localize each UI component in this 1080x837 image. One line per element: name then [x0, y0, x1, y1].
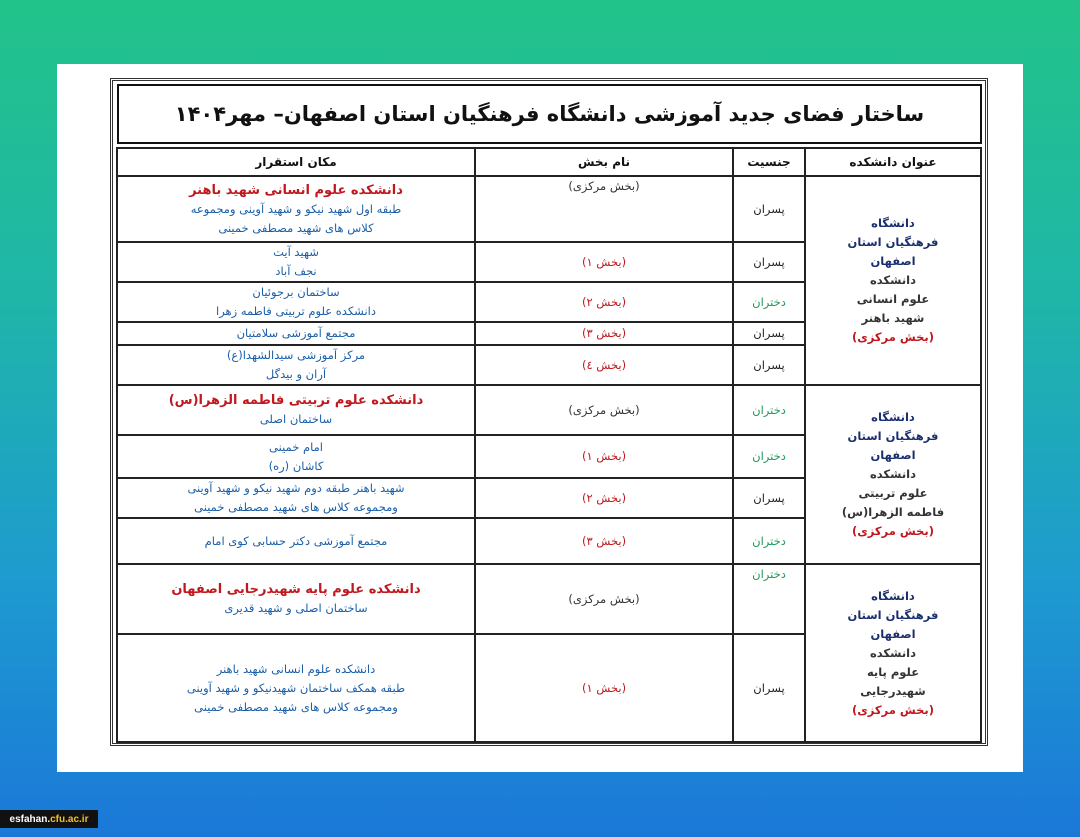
gender-cell: پسران: [733, 176, 805, 242]
location-cell: [117, 435, 475, 478]
location-line: مجتمع آموزشی سلامتیان: [236, 326, 356, 340]
section-cell: (بخش ۱): [475, 242, 733, 282]
location-line: ساختمان اصلی: [259, 412, 333, 426]
faculty-cell: [805, 564, 981, 742]
section-cell: (بخش ۲): [475, 282, 733, 322]
location-line: ساختمان اصلی و شهید قدیری: [224, 601, 368, 615]
faculty-university-line: فرهنگیان استان: [847, 235, 939, 249]
faculty-university-line: فرهنگیان استان: [847, 429, 939, 443]
gender-cell: دختران: [733, 564, 805, 634]
location-cell: [117, 345, 475, 385]
faculty-cell: [805, 385, 981, 564]
faculty-central-label: (بخش مرکزی): [851, 702, 935, 717]
location-cell: [117, 564, 475, 634]
faculty-university-line: اصفهان: [870, 626, 916, 641]
location-cell: [117, 478, 475, 518]
schedule-table: [116, 147, 982, 743]
table-row: [117, 176, 981, 242]
section-cell: (بخش مرکزی): [475, 564, 733, 634]
faculty-cell: [805, 176, 981, 385]
location-line: ساختمان برجوئیان: [252, 285, 340, 299]
location-cell: [117, 634, 475, 742]
table-row: [117, 564, 981, 634]
faculty-university-line: دانشگاه: [871, 410, 915, 424]
location-line: دانشکده علوم انسانی شهید باهنر: [216, 661, 376, 676]
section-cell: (بخش ۱): [475, 435, 733, 478]
location-line: شهید باهنر طبقه دوم شهید نیکو و شهید آوینی: [187, 481, 405, 495]
faculty-central-label: (بخش مرکزی): [851, 524, 935, 538]
faculty-university-line: اصفهان: [870, 254, 916, 268]
footer-site: esfahan.: [9, 813, 51, 825]
gender-cell: پسران: [733, 478, 805, 518]
location-line: ومجموعه کلاس های شهید مصطفی خمینی: [194, 699, 398, 714]
faculty-central-label: (بخش مرکزی): [851, 330, 935, 344]
header-faculty: عنوان دانشکده: [805, 148, 981, 176]
faculty-university-line: دانشگاه: [871, 588, 915, 603]
section-cell: (بخش ۳): [475, 322, 733, 345]
gender-cell: پسران: [733, 345, 805, 385]
site-footer: [0, 810, 98, 828]
section-cell: (بخش مرکزی): [475, 176, 733, 242]
section-cell: (بخش ۲): [475, 478, 733, 518]
location-line: آران و بیدگل: [265, 367, 327, 381]
faculty-name-line: علوم تربیتی: [858, 486, 928, 500]
faculty-university-line: دانشگاه: [871, 216, 915, 230]
gender-cell: پسران: [733, 634, 805, 742]
faculty-name-line: دانشکده: [870, 273, 916, 287]
header-location: مکان استقرار: [117, 148, 475, 176]
location-line: دانشکده علوم تربیتی فاطمه زهرا: [216, 304, 376, 318]
faculty-name-line: شهید باهنر: [861, 311, 925, 325]
location-line: طبقه اول شهید نیکو و شهید آوینی ومجموعه: [190, 201, 402, 216]
faculty-university-line: فرهنگیان استان: [847, 607, 939, 622]
faculty-name-line: دانشکده: [870, 645, 916, 660]
location-line: کاشان (ره): [268, 458, 324, 473]
page-title: ساختار فضای جدید آموزشی دانشگاه فرهنگیان استان اصفهان– مهر۱۴۰۴: [174, 102, 925, 126]
gender-cell: دختران: [733, 282, 805, 322]
location-cell: [117, 176, 475, 242]
location-cell: [117, 322, 475, 345]
header-gender: جنسیت: [733, 148, 805, 176]
gender-cell: پسران: [733, 242, 805, 282]
section-cell: (بخش ۱): [475, 634, 733, 742]
gender-cell: دختران: [733, 435, 805, 478]
location-heading: دانشکده علوم تربیتی فاطمه الزهرا(س): [168, 393, 424, 408]
location-line: ومجموعه کلاس های شهید مصطفی خمینی: [194, 500, 398, 514]
location-line: کلاس های شهید مصطفی خمینی: [218, 220, 374, 235]
location-heading: دانشکده علوم پایه شهیدرجایی اصفهان: [171, 582, 421, 597]
location-line: نجف آباد: [275, 264, 317, 278]
faculty-name-line: علوم انسانی: [856, 292, 930, 306]
location-line: مجتمع آموزشی دکتر حسابی کوی امام: [204, 533, 388, 548]
table-row: [117, 385, 981, 435]
location-heading: دانشکده علوم انسانی شهید باهنر: [189, 182, 403, 198]
table-body: [117, 176, 981, 742]
section-cell: (بخش ۳): [475, 518, 733, 564]
location-cell: [117, 518, 475, 564]
title-box: [117, 84, 982, 144]
faculty-university-line: اصفهان: [870, 448, 916, 462]
section-cell: (بخش ٤): [475, 345, 733, 385]
faculty-name-line: شهیدرجایی: [860, 683, 926, 698]
section-cell: (بخش مرکزی): [475, 385, 733, 435]
location-cell: [117, 282, 475, 322]
gender-cell: پسران: [733, 322, 805, 345]
footer-domain: cfu.ac.ir: [50, 813, 89, 825]
gender-cell: دختران: [733, 385, 805, 435]
location-line: امام خمینی: [269, 439, 323, 454]
header-row: [117, 148, 981, 176]
faculty-name-line: علوم پایه: [866, 664, 920, 679]
header-section: نام بخش: [475, 148, 733, 176]
location-line: شهید آیت: [273, 245, 319, 259]
location-cell: [117, 242, 475, 282]
location-cell: [117, 385, 475, 435]
gender-cell: دختران: [733, 518, 805, 564]
faculty-name-line: فاطمه الزهرا(س): [841, 505, 945, 519]
location-line: طبقه همکف ساختمان شهیدنیکو و شهید آوینی: [186, 680, 406, 695]
location-line: مرکز آموزشی سیدالشهدا(ع): [226, 348, 366, 362]
faculty-name-line: دانشکده: [870, 467, 916, 481]
